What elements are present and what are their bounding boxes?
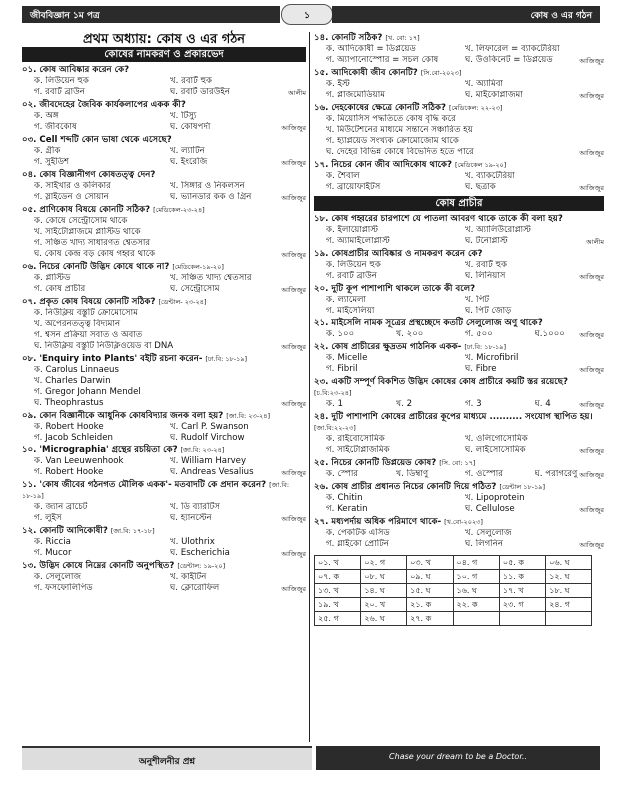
question-source: [মেডিকেল-২৩-২৪] — [153, 206, 205, 214]
question-block — [22, 411, 306, 444]
reference-tag: আজিজুর — [281, 124, 306, 132]
option: ঘ. টনোপ্লাস্ট আলীম — [465, 236, 604, 246]
option: ক. নিউক্লিয় বস্তুটি ক্রোমোসোম — [34, 308, 138, 318]
question-block — [314, 377, 604, 411]
option: ক. Chitin — [326, 493, 363, 503]
subject-title: জীববিজ্ঞান ১ম পত্র — [22, 6, 280, 23]
option: ঘ. লিনিয়াস আজিজুর — [465, 271, 604, 281]
reference-tag: আলীম — [586, 238, 604, 246]
column-divider — [309, 32, 310, 742]
options — [314, 295, 604, 317]
reference-tag: আজিজুর — [579, 506, 604, 514]
answer-cell: ০১. খ — [315, 556, 361, 570]
question-text: ২২. কোষ প্রাচীরের ক্ষুদ্রতম গাঠনিক একক- [ঢা.বি: ১৮-১৯] — [314, 342, 507, 352]
options — [22, 456, 306, 479]
option: খ. ব্যাকটেরিয়া — [465, 171, 515, 181]
answer-cell: ০৭. ক — [315, 570, 361, 584]
reference-tag: আজিজুর — [579, 331, 604, 339]
question-list-cell-wall — [314, 214, 604, 551]
question-text: ১২. কোনটি আদিকোষী? [জা.বি: ১৭-১৮] — [22, 526, 155, 536]
option: ক. গ্রীক — [34, 146, 61, 156]
option: গ. লুইস — [34, 513, 62, 523]
reference-tag: আলীম — [288, 89, 306, 97]
reference-tag: আজিজুর — [579, 471, 604, 479]
answer-cell: ১৮. ঘ — [546, 584, 592, 598]
question-source: [জা.বি: ১৭-১৮] — [110, 527, 155, 535]
option: ক. 1 — [326, 399, 343, 409]
options — [22, 181, 306, 204]
question-block — [22, 100, 306, 134]
options — [22, 216, 306, 261]
answer-cell: ১৩. খ — [315, 584, 361, 598]
option: ঘ. Theophrastus আজিজুর — [34, 398, 306, 408]
option: খ. Microfibril — [465, 353, 519, 363]
option: ক. লিউয়েন হুক — [34, 76, 89, 86]
answer-cell: ২৭. ক — [407, 612, 453, 626]
option: গ. গ্লাইকো প্রোটিন — [326, 539, 389, 549]
reference-tag: আজিজুর — [281, 194, 306, 202]
option: খ. 2 — [395, 399, 413, 409]
option: ক. ইস্ট — [326, 79, 350, 89]
reference-tag: আজিজুর — [281, 251, 306, 259]
options — [22, 502, 306, 525]
option: ঘ. উওকিনেট = ডিপ্লয়েড আজিজুর — [465, 55, 604, 65]
option: গ. রবার্ট ব্রাউন — [34, 87, 85, 97]
option: গ. শ্বসন প্রক্রিয়া সবাত ও অবাত — [34, 330, 143, 340]
question-text: ১৪. কোনটি সঠিক? [খ. বো: ১৭] — [314, 33, 420, 43]
option: ক. স্পোর — [326, 469, 359, 479]
reference-tag: আজিজুর — [579, 366, 604, 374]
question-text: ২১. মাইসেলি নামক সূত্রের প্রস্থচ্ছেদে কতটি সেলুলোজ অণু থাকে? — [314, 318, 543, 328]
options — [314, 399, 604, 411]
question-text: ২৩. একটি সম্পূর্ণ বিকশিত উদ্ভিদ কোষের কোষ প্রাচীরে কয়টি স্তর রয়েছে? [চ.বি:২৩-২৪] — [314, 377, 568, 397]
option: ঘ. লিগনিন আজিজুর — [465, 539, 604, 549]
question-source: [খ.বো-২০২৩] — [444, 518, 483, 526]
answer-cell: ২৩. গ — [499, 598, 545, 612]
answer-cell: ০৩. খ — [407, 556, 453, 570]
option: ঘ. Escherichia আজিজুর — [170, 548, 306, 558]
option: খ. Lipoprotein — [465, 493, 525, 503]
option: খ. Charles Darwin — [34, 376, 111, 386]
question-block — [22, 297, 306, 353]
reference-tag: আজিজুর — [579, 149, 604, 157]
answer-cell: ২০. খ — [361, 598, 407, 612]
question-source: [ডেন্টাল: ১৯-২০] — [177, 562, 226, 570]
question-source: [মেডিকেল-১৯-২০] — [172, 263, 224, 271]
options — [22, 76, 306, 99]
question-text: ১৭. নিচের কোন জীব আদিকোষ থাকে? [মেডিকেল ১৯-২০] — [314, 160, 507, 170]
question-block — [314, 214, 604, 248]
question-block — [314, 458, 604, 481]
options — [22, 146, 306, 169]
answer-cell: ১৯. খ — [315, 598, 361, 612]
option: গ. Fibril — [326, 364, 358, 374]
question-block — [314, 103, 604, 159]
left-column — [22, 32, 306, 595]
answer-row — [315, 598, 592, 612]
option: গ. প্লাজমোডিয়াম — [326, 90, 385, 100]
question-block — [22, 262, 306, 296]
option: ঘ. 4 আজিজুর — [534, 399, 604, 409]
option: ক. জ্যান ব্রাচেট — [34, 502, 88, 512]
option: খ. রবার্ট হুক — [465, 260, 508, 270]
option: গ. সঞ্চিত খাদ্য সাধারণত শ্বেতসার — [34, 238, 151, 248]
question-block — [314, 412, 604, 457]
options — [22, 111, 306, 134]
answer-cell: ০৪. গ — [453, 556, 499, 570]
answer-cell: ২৪. গ — [546, 598, 592, 612]
options — [314, 260, 604, 283]
answer-cell: ০৮. ঘ — [361, 570, 407, 584]
options — [314, 79, 604, 102]
question-text: ০৮. 'Enquiry into Plants' বইটি রচনা করেন- [ঢা.বি: ১৮-১৯] — [22, 354, 248, 364]
question-block — [314, 284, 604, 317]
option: ঘ.১০০০ আজিজুর — [534, 329, 604, 339]
question-text: ১৫. আদিকোষী জীব কোনটি? [সি.বো-২০২৩] — [314, 68, 462, 78]
footer-slogan: Chase your dream to be a Doctor.. — [316, 746, 600, 770]
options — [314, 493, 604, 516]
question-text: ২৬. কোষ প্রাচীর প্রধানত নিচের কোনটি দিয়ে গঠিত? [ডেন্টাল ১৮-১৯] — [314, 482, 546, 492]
option: খ. William Harvey — [170, 456, 247, 466]
option: ঘ. পরাগরেণু আজিজুর — [534, 469, 604, 479]
option: খ. সিঙ্গার ও নিকলসন — [170, 181, 245, 191]
option: ঘ. মাইকোপ্লাজমা আজিজুর — [465, 90, 604, 100]
option: খ. Carl P. Swanson — [170, 422, 249, 432]
option: গ. স্লাইডেন ও সোয়ান — [34, 192, 109, 202]
option: ঘ. ইংরেজি আজিজুর — [170, 157, 306, 167]
option: ঘ. হ্যানস্টেন আজিজুর — [170, 513, 306, 523]
question-source: [ঢা.বি: ১৮-১৯] — [464, 343, 507, 351]
question-block — [22, 526, 306, 560]
question-source: [মেডিকেল ১৯-২০] — [455, 161, 507, 169]
options — [22, 572, 306, 595]
option: গ. হ্যাপ্লয়েড সংখ্যক ক্রোমোজোম থাকে — [326, 136, 459, 146]
question-text: ০৩. Cell শব্দটি কোন ভাষা থেকে এসেছে? — [22, 135, 172, 145]
question-text: ০৫. প্রাণিকোষ বিষয়ে কোনটি সঠিক? [মেডিকেল-২৩-২৪] — [22, 205, 205, 215]
page-number: ১ — [281, 4, 333, 25]
option: গ. 3 — [465, 399, 482, 409]
option: ঘ. পিট জোড় — [465, 306, 512, 316]
option: খ. অপেরনতত্ত্ব বিদ্যমান — [34, 319, 121, 329]
option: ঘ. কোষপর্দা আজিজুর — [170, 122, 306, 132]
answer-cell: ১৪. ঘ — [361, 584, 407, 598]
right-column — [314, 32, 604, 626]
option: ক. অঙ্গ — [34, 111, 59, 121]
option: গ. অ্যাপানোস্পোর = সচল কোষ — [326, 55, 439, 65]
options — [22, 365, 306, 410]
reference-tag: আজিজুর — [579, 401, 604, 409]
option: ক. পেকটিক এসিড — [326, 528, 390, 538]
answer-cell: ০২. গ — [361, 556, 407, 570]
option: খ. মিউটেশনের মাধ্যমে সন্তানে সঞ্চারিত হয় — [326, 125, 473, 135]
question-block — [314, 517, 604, 551]
question-text: ১১. 'কোষ জীবের গঠনগত মৌলিক একক'- মতবাদটি কে প্রদান করেন? [জা.বি: ১৮-১৯] — [22, 480, 290, 500]
answer-cell: ১১. ক — [499, 570, 545, 584]
option: ঘ. Rudolf Virchow — [170, 433, 245, 443]
option: গ. ওস্পোর — [465, 469, 503, 479]
option: খ. ২০০ — [395, 329, 424, 339]
reference-tag: আজিজুর — [281, 159, 306, 167]
answer-row — [315, 612, 592, 626]
reference-tag: আজিজুর — [281, 343, 306, 351]
option: খ. কাইটিন — [170, 572, 207, 582]
option: ক. Robert Hooke — [34, 422, 104, 432]
answer-cell: ০৫. ক — [499, 556, 545, 570]
reference-tag: আজিজুর — [281, 585, 306, 593]
question-source: [ডেন্টাল ১৮-১৯] — [499, 483, 546, 491]
option: গ. অ্যামাইলোপ্লাস্ট — [326, 236, 390, 246]
reference-tag: আজিজুর — [281, 400, 306, 408]
options — [314, 329, 604, 341]
option: খ. Ulothrix — [170, 537, 215, 547]
option: ঘ. লাইসোসোমিক আজিজুর — [465, 445, 604, 455]
question-text: ২৭. মধ্যপর্দায় অধিক পরিমাণে থাকে- [খ.বো-২০২৩] — [314, 517, 483, 527]
answer-row — [315, 584, 592, 598]
question-block — [314, 160, 604, 194]
option: ক. Micelle — [326, 353, 368, 363]
options — [314, 114, 604, 159]
option: খ. অ্যালিউরোপ্লাস্ট — [465, 225, 531, 235]
option: ক. ১০০ — [326, 329, 355, 339]
answer-cell: ১৫. ঘ — [407, 584, 453, 598]
question-block — [22, 205, 306, 261]
option: ঘ. নিউক্লিয় বস্তুটি নিউক্লিওয়েড বা DNA আজিজুর — [34, 341, 306, 351]
option: ক. Carolus Linnaeus — [34, 365, 119, 375]
question-text: ০৯. কোন বিজ্ঞানীকে আধুনিক কোষবিদ্যার জনক বলা হয়? [জা.বি: ২৩-২৪] — [22, 411, 271, 421]
option: খ. অ্যামিবা — [465, 79, 504, 89]
question-text: ১৩. উদ্ভিদ কোষে নিম্নের কোনটি অনুপস্থিত? [ডেন্টাল: ১৯-২০] — [22, 561, 226, 571]
reference-tag: আজিজুর — [281, 515, 306, 523]
option: ক. ইলায়োপ্লাস্ট — [326, 225, 379, 235]
reference-tag: আজিজুর — [281, 469, 306, 477]
question-block — [22, 65, 306, 99]
question-block — [22, 135, 306, 169]
option: গ. সুইডিশ — [34, 157, 70, 167]
question-source: [জা.বি: ১৮-১৯] — [22, 481, 290, 500]
option: খ. ওলিগোসোমিক — [465, 434, 528, 444]
question-source: [ডেন্টাল- ২৩-২৪] — [158, 298, 207, 306]
reference-tag: আজিজুর — [281, 550, 306, 558]
options — [314, 225, 604, 248]
reference-tag: আজিজুর — [579, 184, 604, 192]
answer-row — [315, 556, 592, 570]
option: ক. শৈবাল — [326, 171, 360, 181]
question-block — [22, 480, 306, 525]
question-text: ১৬. দেহকোষের ক্ষেত্রে কোনটি সঠিক? [মেডিকেল: ২২-২৩] — [314, 103, 503, 113]
option: ক. ল্যামেলা — [326, 295, 366, 305]
option: ক. প্লাস্টিড — [34, 273, 71, 283]
section-heading-naming: কোষের নামকরণ ও প্রকারভেদ — [22, 47, 306, 62]
options — [314, 171, 604, 194]
options — [314, 434, 604, 457]
question-text: ০৭. প্রকৃত কোষ বিষয়ে কোনটি সঠিক? [ডেন্টাল- ২৩-২৪] — [22, 297, 207, 307]
question-text: ০৪. কোষ বিজ্ঞানীগণ কোষতত্ত্ব দেন? — [22, 170, 156, 180]
question-source: [জা.বি:২২-২৩] — [314, 424, 356, 432]
option: খ. ডি ব্যারটিস — [170, 502, 220, 512]
question-block — [314, 249, 604, 283]
answer-cell: ১০. গ — [453, 570, 499, 584]
option: ক. সাইখার ও কলিকার — [34, 181, 111, 191]
question-text: ১৮. কোষ গহ্বরের চারপাশে যে পাতলা আবরণ থাকে তাকে কী বলা হয়? — [314, 214, 563, 224]
option: খ. লিফারেল = ব্যাকটেরিয়া — [465, 44, 560, 54]
question-source: [সি.বো-২০২৩] — [420, 69, 462, 77]
answer-cell — [546, 612, 592, 626]
question-block — [22, 170, 306, 204]
option: ক. মিয়োসিস পদ্ধতিতে কোষ বৃদ্ধি করে — [326, 114, 456, 124]
option: খ. রবার্ট হুক — [170, 76, 213, 86]
question-source: [জা.বি: ২৩-২৪] — [180, 446, 225, 454]
option: ক. লিউয়েন হুক — [326, 260, 381, 270]
option: গ. সাইটোপ্লাজমিক — [326, 445, 390, 455]
option: গ. জীবকোষ — [34, 122, 77, 132]
options — [22, 422, 306, 444]
answer-cell: ১৬. ঘ — [453, 584, 499, 598]
option: গ. ৫০০ — [465, 329, 493, 339]
header-bar — [0, 0, 618, 30]
option: ক. রাইবোসোমিক — [326, 434, 385, 444]
question-list-left — [22, 65, 306, 595]
question-text: ২০. দুটি কূপ পাশাপাশি থাকলে তাকে কী বলে? — [314, 284, 476, 294]
option: গ. কোষ প্রাচীর — [34, 284, 86, 294]
option: খ. ডিম্বাণু — [395, 469, 429, 479]
option: ঘ. রবার্ট ডারউইন আলীম — [170, 87, 306, 97]
question-block — [22, 354, 306, 410]
answer-cell: ২৬. ঘ — [361, 612, 407, 626]
option: গ. Mucor — [34, 548, 72, 558]
question-list-right — [314, 33, 604, 194]
section-heading-cell-wall: কোষ প্রাচীর — [314, 196, 604, 211]
option: ঘ. দেহের বিভিন্ন কোষে বিভেদিত হতে পারে আজিজুর — [326, 147, 604, 157]
answer-cell: ২৫. গ — [315, 612, 361, 626]
option: ঘ. ছত্রাক আজিজুর — [465, 182, 604, 192]
options — [314, 528, 604, 551]
reference-tag: আজিজুর — [579, 447, 604, 455]
question-source: [খ. বো: ১৭] — [385, 34, 420, 42]
options — [314, 469, 604, 481]
reference-tag: আজিজুর — [579, 92, 604, 100]
answer-cell — [499, 612, 545, 626]
options — [314, 353, 604, 376]
question-block — [22, 561, 306, 595]
option: গ. ফসফোলিপিড — [34, 583, 93, 593]
question-block — [314, 68, 604, 102]
question-source: [সি. বো: ১৭] — [439, 459, 476, 467]
question-block — [22, 445, 306, 479]
reference-tag: আজিজুর — [579, 57, 604, 65]
option: খ. ল্যাটিন — [170, 146, 205, 156]
option: খ. পিট — [465, 295, 490, 305]
option: ঘ. ভ্যানডার কক ও গ্রিন আজিজুর — [170, 192, 306, 202]
question-block — [314, 482, 604, 516]
option: গ. Gregor Johann Mendel — [34, 387, 141, 397]
options — [22, 308, 306, 353]
question-text: ২৫. নিচের কোনটি ডিপ্লয়েড কোষ? [সি. বো: ১৭] — [314, 458, 476, 468]
option: গ. Robert Hooke — [34, 467, 104, 477]
answer-cell — [453, 612, 499, 626]
option: গ. ব্রায়োফাইটস — [326, 182, 381, 192]
question-text: ০১. কোষ আবিষ্কার করেন কে? — [22, 65, 130, 75]
question-source: [জা.বি: ২৩-২৪] — [226, 412, 271, 420]
options — [22, 273, 306, 296]
question-text: ০৬. নিচের কোনটি উদ্ভিদ কোষে থাকে না? [মেডিকেল-১৯-২০] — [22, 262, 224, 272]
question-source: [ঢা.বি: ১৮-১৯] — [205, 355, 248, 363]
option: খ. সাইটোপ্লাজমে প্লাস্টিড থাকে — [34, 227, 141, 237]
answer-cell: ২২. ক — [453, 598, 499, 612]
option: খ. সেলুলোজ — [465, 528, 512, 538]
option: ঘ. কোষ কেন্দ্র বড় কোষ গহ্বর থাকে আজিজুর — [34, 249, 306, 259]
question-block — [314, 342, 604, 376]
option: গ. Keratin — [326, 504, 368, 514]
answer-cell: ১২. ঘ — [546, 570, 592, 584]
chapter-title: প্রথম অধ্যায়: কোষ ও এর গঠন — [82, 32, 246, 47]
option: ক. সেলুলোজ — [34, 572, 82, 582]
option: ক. Van Leeuwenhook — [34, 456, 124, 466]
option: গ. রবার্ট ব্রাউন — [326, 271, 377, 281]
chapter-header: কোষ ও এর গঠন — [332, 6, 600, 23]
option: গ. Jacob Schleiden — [34, 433, 113, 443]
question-text: ২৪. দুটি পাশাপাশি কোষের প্রাচীরের কূপের মাধ্যমে .......... সংযোগ স্থাপিত হয়। [জা.বি:২২-২৩] — [314, 412, 593, 432]
question-text: ১৯. কোষপ্রাচীর আবিষ্কার ও নামকরণ করেন কে? — [314, 249, 483, 259]
answer-cell: ২১. ক — [407, 598, 453, 612]
option: খ. সঞ্চিত খাদ্য শ্বেতসার — [170, 273, 252, 283]
option: ক. আদিকোষী = ডিপ্লয়েড — [326, 44, 416, 54]
option: ঘ. Andreas Vesalius আজিজুর — [170, 467, 306, 477]
reference-tag: আজিজুর — [281, 286, 306, 294]
options — [22, 537, 306, 560]
option: খ. টিস্যু — [170, 111, 197, 121]
answer-cell: ১৭. খ — [499, 584, 545, 598]
footer-label: অনুশীলনীর প্রশ্ন — [22, 746, 312, 770]
question-source: [চ.বি:২৩-২৪] — [314, 389, 352, 397]
option: ক. Riccia — [34, 537, 71, 547]
answer-row — [315, 570, 592, 584]
question-text: ১০. 'Micrographia' গ্রন্থের রচয়িতা কে? [জা.বি: ২৩-২৪] — [22, 445, 225, 455]
option: ঘ. Fibre আজিজুর — [465, 364, 604, 374]
answer-cell: ০৯. ঘ — [407, 570, 453, 584]
reference-tag: আজিজুর — [579, 273, 604, 281]
footer-bar — [0, 746, 618, 772]
answer-key-table — [314, 555, 592, 626]
option: ঘ. ক্লোরোফিল আজিজুর — [170, 583, 306, 593]
question-text: ০২. জীবদেহের জৈবিক কার্যকলাপের একক কী? — [22, 100, 186, 110]
question-source: [মেডিকেল: ২২-২৩] — [448, 104, 503, 112]
question-block — [314, 33, 604, 67]
option: ঘ. Cellulose আজিজুর — [465, 504, 604, 514]
options — [314, 44, 604, 67]
question-block — [314, 318, 604, 341]
option: ক. কোষে সেন্ট্রোসোম থাকে — [34, 216, 128, 226]
option: ঘ. সেন্ট্রোসোম আজিজুর — [170, 284, 306, 294]
answer-cell: ০৬. ঘ — [546, 556, 592, 570]
reference-tag: আজিজুর — [579, 541, 604, 549]
option: গ. মাইসেলিয়া — [326, 306, 375, 316]
